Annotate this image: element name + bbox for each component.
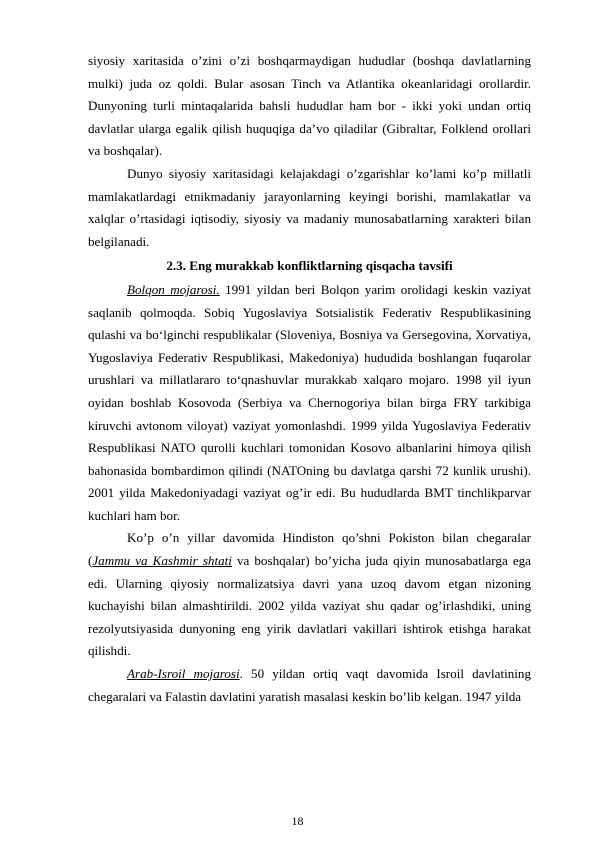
term-jammu-kashmir: Jammu va Kashmir shtati	[92, 553, 232, 569]
section-heading: 2.3. Eng murakkab konfliktlarning qisqacha tavsifi	[166, 258, 453, 274]
paragraph-kashmir-start: Ko’p o’n yillar davomida Hindiston qo’shni Pokiston bilan chegaralar (	[88, 530, 531, 569]
term-arab-israeli-conflict: Arab-Isroil mojarosi	[127, 666, 240, 682]
paragraph-balkan-text: 1991 yildan beri Bolqon yarim orolidagi keskin vaziyat saqlanib qolmoqda. Sobiq Yugoslaviya Sotsialistik Federativ Respublikasining qulashi va bo‘lginchi respublikalar (Sloveniya, Bosniya va Gersegovina, Xorvatiya, Yugoslaviya Federativ Respublikasi, Makedoniya) hududida boshlangan fuqarolar urushlari va millatlararo to‘qnashuvlar murakkab xalqaro mojaro. 1998 yil iyun oyidan boshlab Kosovoda (Serbiya va Chernogoriya bilan birga FRY tarkibiga kiruvchi avtonom viloyat) vaziyat yomonlashdi. 1999 yilda Yugoslaviya Federativ Respublikasi NATO qurolli kuchlari tomonidan Kosovo albanlarini himoya qilish bahonasida bombardimon qilindi (NATOning bu davlatga qarshi 72 kunlik urushi). 2001 yilda Makedoniyadagi vaziyat og’ir edi. Bu hududlarda BMT tinchlikparvar kuchlari ham bor.	[88, 281, 531, 523]
paragraph-arab-israeli-text: . 50 yildan ortiq vaqt davomida Isroil davlatining chegaralari va Falastin davlatini yaratish masalasi keskin bo’lib kelgan. 1947 yilda	[88, 666, 531, 704]
paragraph-balkan-conflict	[88, 279, 531, 528]
paragraph-arab-israeli-conflict	[88, 663, 531, 708]
paragraph-future-changes: Dunyo siyosiy xaritasidagi kelajakdagi o’zgarishlar ko’lami ko’p millatli mamlakatlardagi etnikmadaniy jarayonlarning keyingi borishi, mamlakatlar va xalqlar o’rtasidagi iqtisodiy, siyosiy va madaniy munosabatlarning xarakteri bilan belgilanadi.	[88, 165, 531, 249]
paragraph-territories: siyosiy xaritasida o’zini o’zi boshqarmaydigan hududlar (boshqa davlatlarning mulki) juda oz qoldi. Bular asosan Tinch va Atlantika okeanlaridagi orollardir. Dunyoning turli mintaqalarida bahsli hududlar ham bor - ikki yoki undan ortiq davlatlar ularga egalik qilish huquqiga da’vo qiladilar (Gibraltar, Folklend orollari va boshqalar).	[88, 53, 531, 159]
term-balkan-conflict: Bolqon mojarosi.	[127, 281, 220, 297]
document-page	[88, 50, 531, 708]
page-number: 18	[291, 814, 304, 828]
paragraph-kashmir-conflict	[88, 527, 531, 663]
paragraph-kashmir-text: va boshqalar) bo’yicha juda qiyin munosabatlarga ega edi. Ularning qiyosiy normalizatsiya davri yana uzoq davom etgan nizoning kuchayishi bilan almashtirildi. 2002 yilda vaziyat shu qadar og’irlashdiki, uning rezolyutsiyasida dunyoning eng yirik davlatlari vakillari ishtirok etishga harakat qilishdi.	[88, 553, 531, 659]
